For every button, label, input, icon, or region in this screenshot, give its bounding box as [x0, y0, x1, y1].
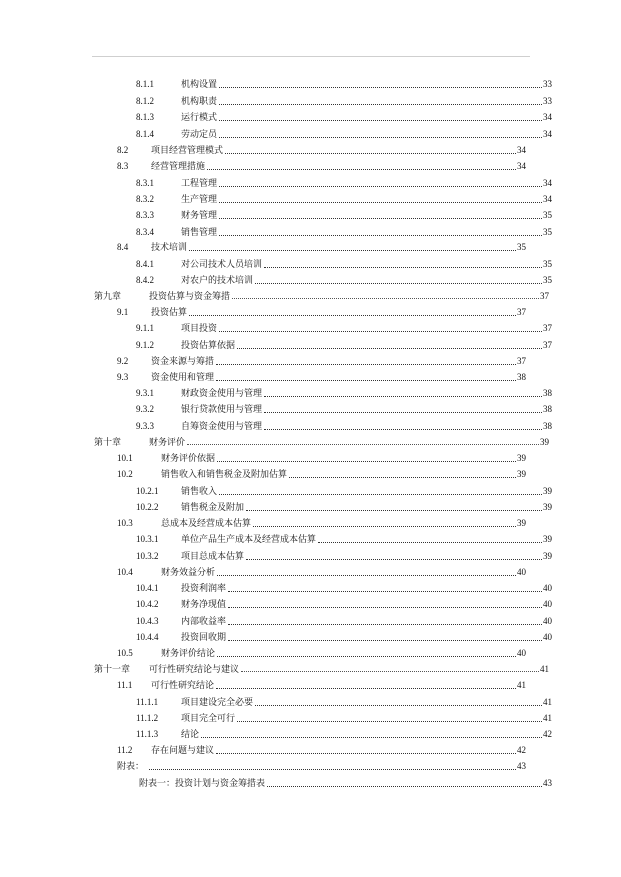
- toc-page-number: 39: [517, 469, 526, 479]
- toc-title: 可行性研究结论与建议: [149, 664, 240, 674]
- toc-page-number: 34: [517, 161, 526, 171]
- toc-leader: [219, 137, 542, 138]
- toc-number: 8.1.2: [136, 96, 154, 106]
- toc-number: 11.1: [117, 680, 133, 690]
- toc-title: 运行模式: [181, 112, 218, 122]
- toc-page-number: 40: [543, 632, 552, 642]
- toc-entry[interactable]: [136, 695, 552, 708]
- toc-leader: [219, 186, 542, 187]
- toc-page-number: 37: [543, 340, 552, 350]
- toc-page-number: 39: [543, 502, 552, 512]
- toc-entry[interactable]: [117, 240, 526, 253]
- toc-page-number: 38: [543, 404, 552, 414]
- toc-entry[interactable]: [117, 743, 526, 756]
- toc-chapter-entry[interactable]: [94, 289, 549, 302]
- toc-number: 8.1.4: [136, 129, 154, 139]
- toc-chapter-entry[interactable]: [94, 435, 549, 448]
- toc-leader: [246, 559, 542, 560]
- toc-entry[interactable]: [117, 305, 526, 318]
- toc-leader: [187, 444, 539, 445]
- toc-entry[interactable]: [136, 77, 552, 90]
- toc-entry[interactable]: [136, 257, 552, 270]
- toc-page-number: 38: [543, 421, 552, 431]
- toc-page-number: 35: [543, 259, 552, 269]
- toc-leader: [267, 786, 542, 787]
- toc-number: 10.4.4: [136, 632, 159, 642]
- toc-title: 销售收入和销售税金及附加估算: [161, 469, 288, 479]
- toc-number: 10.2: [117, 469, 133, 479]
- toc-leader: [219, 218, 542, 219]
- toc-number: 8.4: [117, 242, 129, 252]
- toc-page-number: 38: [543, 388, 552, 398]
- toc-page-number: 39: [540, 437, 549, 447]
- toc-page-number: 35: [543, 227, 552, 237]
- toc-page-number: 39: [517, 453, 526, 463]
- toc-entry[interactable]: [136, 614, 552, 627]
- toc-title: 项目完全可行: [181, 713, 236, 723]
- toc-entry[interactable]: [136, 549, 552, 562]
- toc-entry[interactable]: [136, 225, 552, 238]
- toc-leader: [255, 283, 542, 284]
- toc-number: 8.3.2: [136, 194, 154, 204]
- toc-page-number: 43: [517, 761, 526, 771]
- toc-page-number: 39: [543, 551, 552, 561]
- toc-number: 10.3.2: [136, 551, 159, 561]
- toc-page-number: 34: [543, 129, 552, 139]
- toc-title: 资金来源与筹措: [151, 356, 215, 366]
- toc-title: 结论: [181, 729, 200, 739]
- toc-page-number: 34: [543, 178, 552, 188]
- toc-number: 11.1.1: [136, 697, 159, 707]
- toc-title: 投资回收期: [181, 632, 227, 642]
- toc-title: 投资计划与资金筹措表: [175, 778, 266, 788]
- toc-page-number: 37: [517, 307, 526, 317]
- toc-page-number: 33: [543, 96, 552, 106]
- toc-page-number: 40: [543, 583, 552, 593]
- toc-number: 10.5: [117, 648, 133, 658]
- toc-leader: [217, 656, 516, 657]
- toc-appendix-entry[interactable]: [117, 759, 526, 772]
- toc-entry[interactable]: [117, 451, 526, 464]
- toc-entry[interactable]: [136, 208, 552, 221]
- toc-chapter-entry[interactable]: [94, 662, 549, 675]
- toc-leader: [264, 267, 542, 268]
- toc-entry[interactable]: [136, 386, 552, 399]
- toc-title: 工程管理: [181, 178, 218, 188]
- toc-leader: [253, 526, 516, 527]
- toc-entry[interactable]: [136, 273, 552, 286]
- toc-number: 9.3.3: [136, 421, 154, 431]
- toc-page-number: 39: [543, 486, 552, 496]
- toc-number: 9.3.1: [136, 388, 154, 398]
- toc-leader: [219, 120, 542, 121]
- toc-page-number: 35: [543, 210, 552, 220]
- toc-title: 对农户的技术培训: [181, 275, 254, 285]
- toc-title: 机构职责: [181, 96, 218, 106]
- toc-entry[interactable]: [136, 192, 552, 205]
- toc-number: 8.1.3: [136, 112, 154, 122]
- toc-number: 10.2.1: [136, 486, 159, 496]
- toc-number: 9.2: [117, 356, 129, 366]
- toc-leader: [232, 298, 539, 299]
- toc-title: 银行贷款使用与管理: [181, 404, 263, 414]
- toc-number: 11.1.3: [136, 729, 159, 739]
- toc-entry[interactable]: [117, 467, 526, 480]
- toc-page-number: 41: [517, 680, 526, 690]
- toc-title: 销售管理: [181, 227, 218, 237]
- toc-entry[interactable]: [136, 176, 552, 189]
- toc-number: 8.3: [117, 161, 129, 171]
- toc-leader: [228, 591, 542, 592]
- toc-title: 财务管理: [181, 210, 218, 220]
- toc-title: 投资估算与资金筹措: [149, 291, 231, 301]
- toc-number: 8.3.3: [136, 210, 154, 220]
- toc-number: 9.3.2: [136, 404, 154, 414]
- toc-entry[interactable]: [117, 646, 526, 659]
- toc-title: 内部收益率: [181, 616, 227, 626]
- toc-title: 财务评价依据: [161, 453, 216, 463]
- toc-number: 附表：: [117, 761, 145, 771]
- toc-title: 单位产品生产成本及经营成本估算: [181, 534, 317, 544]
- toc-title: 项目总成本估算: [181, 551, 245, 561]
- toc-title: 财政资金使用与管理: [181, 388, 263, 398]
- toc-page-number: 38: [517, 372, 526, 382]
- toc-page-number: 41: [543, 713, 552, 723]
- toc-number: 8.4.2: [136, 275, 154, 285]
- toc-page-number: 42: [543, 729, 552, 739]
- toc-title: 投资估算依据: [181, 340, 236, 350]
- toc-title: 劳动定员: [181, 129, 218, 139]
- toc-number: 10.1: [117, 453, 133, 463]
- toc-number: 8.2: [117, 145, 129, 155]
- toc-number: 9.1.1: [136, 323, 154, 333]
- toc-leader: [219, 494, 542, 495]
- toc-number: 8.3.4: [136, 227, 154, 237]
- toc-number: 10.3: [117, 518, 133, 528]
- toc-leader: [318, 542, 542, 543]
- toc-leader: [228, 624, 542, 625]
- toc-entry[interactable]: [136, 532, 552, 545]
- toc-number: 8.1.1: [136, 79, 154, 89]
- toc-number: 10.4.3: [136, 616, 159, 626]
- toc-title: 总成本及经营成本估算: [161, 518, 252, 528]
- toc-page-number: 37: [543, 323, 552, 333]
- toc-leader: [189, 250, 516, 251]
- toc-leader: [217, 461, 516, 462]
- toc-leader: [219, 104, 542, 105]
- toc-leader: [216, 753, 516, 754]
- toc-leader: [264, 396, 542, 397]
- toc-title: 经营管理措施: [151, 161, 206, 171]
- toc-title: 技术培训: [151, 242, 188, 252]
- toc-entry[interactable]: [117, 370, 526, 383]
- toc-leader: [207, 169, 516, 170]
- toc-number: 附表一：: [139, 778, 176, 788]
- toc-number: 10.4: [117, 567, 133, 577]
- toc-page-number: 35: [517, 242, 526, 252]
- toc-title: 资金使用和管理: [151, 372, 215, 382]
- toc-title: 财务评价结论: [161, 648, 216, 658]
- toc-entry[interactable]: [117, 143, 526, 156]
- toc-number: 9.3: [117, 372, 129, 382]
- toc-page-number: 33: [543, 79, 552, 89]
- toc-leader: [225, 153, 516, 154]
- toc-leader: [228, 607, 542, 608]
- toc-page-number: 40: [543, 616, 552, 626]
- toc-entry[interactable]: [136, 581, 552, 594]
- toc-number: 9.1: [117, 307, 129, 317]
- toc-leader: [219, 87, 542, 88]
- toc-leader: [255, 705, 542, 706]
- toc-leader: [201, 737, 542, 738]
- toc-number: 10.4.1: [136, 583, 159, 593]
- toc-entry[interactable]: [136, 419, 552, 432]
- toc-title: 生产管理: [181, 194, 218, 204]
- toc-number: 10.2.2: [136, 502, 159, 512]
- toc-page-number: 40: [517, 567, 526, 577]
- toc-entry[interactable]: [136, 597, 552, 610]
- toc-leader: [289, 477, 516, 478]
- toc-number: 第十章: [94, 437, 122, 447]
- toc-page-number: 40: [517, 648, 526, 658]
- toc-page-number: 40: [543, 599, 552, 609]
- toc-entry[interactable]: [117, 159, 526, 172]
- toc-page-number: 41: [540, 664, 549, 674]
- toc-leader: [228, 640, 542, 641]
- toc-title: 项目投资: [181, 323, 218, 333]
- toc-title: 财务效益分析: [161, 567, 216, 577]
- toc-title: 对公司技术人员培训: [181, 259, 263, 269]
- toc-entry[interactable]: [136, 630, 552, 643]
- toc-title: 销售收入: [181, 486, 218, 496]
- toc-entry[interactable]: [136, 711, 552, 724]
- toc-entry[interactable]: [136, 127, 552, 140]
- toc-leader: [216, 688, 516, 689]
- toc-leader: [241, 671, 539, 672]
- toc-leader: [237, 348, 542, 349]
- toc-number: 第十一章: [94, 664, 131, 674]
- toc-page-number: 39: [543, 534, 552, 544]
- toc-entry[interactable]: [136, 402, 552, 415]
- toc-number: 11.2: [117, 745, 133, 755]
- toc-page-number: 34: [543, 194, 552, 204]
- toc-leader: [264, 429, 542, 430]
- toc-leader: [216, 364, 516, 365]
- toc-title: 财务评价: [149, 437, 186, 447]
- toc-page-number: 41: [543, 697, 552, 707]
- toc-title: 存在问题与建议: [151, 745, 215, 755]
- toc-entry[interactable]: [136, 321, 552, 334]
- toc-page-number: 34: [517, 145, 526, 155]
- toc-page-number: 37: [517, 356, 526, 366]
- toc-number: 10.4.2: [136, 599, 159, 609]
- toc-entry[interactable]: [117, 565, 526, 578]
- toc-leader: [264, 412, 542, 413]
- toc-leader: [219, 202, 542, 203]
- toc-leader: [216, 380, 516, 381]
- toc-appendix-entry[interactable]: [139, 776, 552, 789]
- toc-entry[interactable]: [136, 484, 552, 497]
- toc-number: 11.1.2: [136, 713, 159, 723]
- toc-number: 8.4.1: [136, 259, 154, 269]
- toc-entry[interactable]: [136, 94, 552, 107]
- toc-leader: [217, 575, 516, 576]
- toc-leader: [246, 510, 542, 511]
- toc-title: 自筹资金使用与管理: [181, 421, 263, 431]
- toc-page-number: 35: [543, 275, 552, 285]
- toc-number: 8.3.1: [136, 178, 154, 188]
- toc-entry[interactable]: [136, 110, 552, 123]
- toc-title: 财务净现值: [181, 599, 227, 609]
- toc-title: 投资估算: [151, 307, 188, 317]
- toc-leader: [189, 315, 516, 316]
- toc-title: 项目经营管理模式: [151, 145, 224, 155]
- toc-entry[interactable]: [117, 354, 526, 367]
- toc-title: 机构设置: [181, 79, 218, 89]
- toc-entry[interactable]: [136, 500, 552, 513]
- toc-title: 销售税金及附加: [181, 502, 245, 512]
- toc-leader: [219, 235, 542, 236]
- toc-page-number: 39: [517, 518, 526, 528]
- toc-number: 9.1.2: [136, 340, 154, 350]
- toc-title: 项目建设完全必要: [181, 697, 254, 707]
- toc-page-number: 34: [543, 112, 552, 122]
- toc-page-number: 37: [540, 291, 549, 301]
- toc-leader: [149, 769, 516, 770]
- toc-entry[interactable]: [117, 516, 526, 529]
- toc-leader: [237, 721, 542, 722]
- toc-title: 可行性研究结论: [151, 680, 215, 690]
- toc-entry[interactable]: [136, 727, 552, 740]
- toc-leader: [219, 331, 542, 332]
- toc-page-number: 42: [517, 745, 526, 755]
- toc-entry[interactable]: [136, 338, 552, 351]
- toc-entry[interactable]: [117, 678, 526, 691]
- toc-title: 投资利润率: [181, 583, 227, 593]
- toc-number: 10.3.1: [136, 534, 159, 544]
- toc-page-number: 43: [543, 778, 552, 788]
- toc-number: 第九章: [94, 291, 122, 301]
